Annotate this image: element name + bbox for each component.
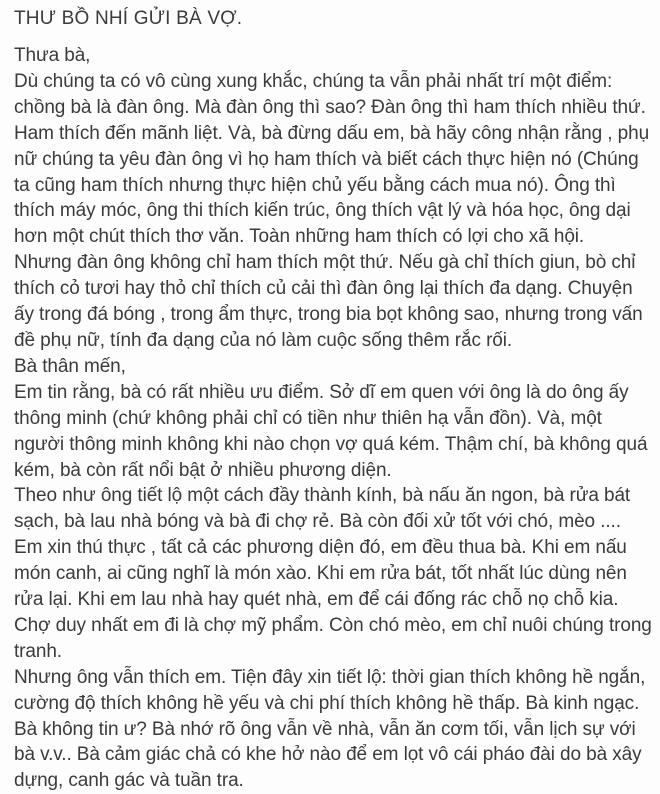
letter-line: kém, bà còn rất nổi bật ở nhiều phương diện.	[14, 459, 392, 481]
letter-line: nữ chúng ta yêu đàn ông vì họ ham thích và biết cách thực hiện nó (Chúng	[14, 148, 639, 170]
letter-line: Ham thích đến mãnh liệt. Và, bà đừng dấu em, bà hãy công nhận rằng , phụ	[14, 122, 650, 144]
letter-line: ấy trong đá bóng , trong ẩm thực, trong bia bọt không sao, nhưng trong vấn	[14, 304, 643, 326]
letter-line: Dù chúng ta có vô cùng xung khắc, chúng ta vẫn phải nhất trí một điểm:	[14, 70, 613, 92]
letter-line: đề phụ nữ, tính đa dạng của nó làm cuộc sống thêm rắc rối.	[14, 329, 513, 351]
letter-line: chồng bà là đàn ông. Mà đàn ông thì sao? Đàn ông thì ham thích nhiều thứ.	[14, 96, 646, 118]
letter-line: món canh, ai cũng nghĩ là món xào. Khi em rửa bát, tốt nhất lúc dùng nên	[14, 563, 627, 585]
letter-line: Em xin thú thực , tất cả các phương diện đó, em đều thua bà. Khi em nấu	[14, 537, 627, 559]
letter-line: thích cỏ tươi hay thỏ chỉ thích củ cải thì đàn ông lại thích đa dạng. Chuyện	[14, 278, 633, 300]
letter-line: rửa lại. Khi em lau nhà hay quét nhà, em để cái đống rác chỗ nọ chỗ kia.	[14, 589, 619, 611]
letter-line: Nhưng ông vẫn thích em. Tiện đây xin tiết lộ: thời gian thích không hề ngắn,	[14, 666, 646, 688]
letter-line: dựng, canh gác và tuần tra.	[14, 770, 244, 792]
letter-line: người thông minh không khi nào chọn vợ quá kém. Thậm chí, bà không quá	[14, 433, 648, 455]
letter-title: THƯ BỒ NHÍ GỬI BÀ VỢ.	[14, 8, 243, 29]
letter-line: Bà thân mến,	[14, 355, 126, 377]
letter-line: bà v.v.. Bà cảm giác chả có khe hở nào để em lọt vô cái pháo đài do bà xây	[14, 744, 642, 766]
letter-line: Theo như ông tiết lộ một cách đầy thành kính, bà nấu ăn ngon, bà rửa bát	[14, 485, 631, 507]
letter-line: tranh.	[14, 640, 62, 662]
letter-line: Em tin rằng, bà có rất nhiều ưu điểm. Sở dĩ em quen với ông là do ông ấy	[14, 381, 629, 403]
letter-line: ta cũng ham thích nhưng thực hiện chủ yếu bằng cách mua nó). Ông thì	[14, 174, 616, 196]
letter-line: thích máy móc, ông thi thích kiến trúc, ông thích vật lý và hóa học, ông dại	[14, 200, 631, 222]
letter-line: Nhưng đàn ông không chỉ ham thích một thứ. Nếu gà chỉ thích giun, bò chỉ	[14, 252, 636, 274]
letter-line: cường độ thích không hề yếu và chi phí thích không hề thấp. Bà kinh ngạc.	[14, 692, 640, 714]
letter-line: hơn một chút thích thơ văn. Toàn những ham thích có lợi cho xã hội.	[14, 226, 585, 248]
letter-body	[14, 43, 660, 794]
letter-line: Bà không tin ư? Bà nhớ rõ ông vẫn về nhà, vẫn ăn cơm tối, vẫn lịch sự với	[14, 718, 636, 740]
letter-line: Thưa bà,	[14, 45, 91, 66]
letter-line: sạch, bà lau nhà bóng và bà đi chợ rẻ. Bà còn đối xử tốt với chó, mèo ....	[14, 511, 621, 533]
letter-line: thông minh (chứ không phải chỉ có tiền như thiên hạ vẫn đồn). Và, một	[14, 407, 602, 429]
letter-line: Chợ duy nhất em đi là chợ mỹ phẩm. Còn chó mèo, em chỉ nuôi chúng trong	[14, 614, 652, 636]
